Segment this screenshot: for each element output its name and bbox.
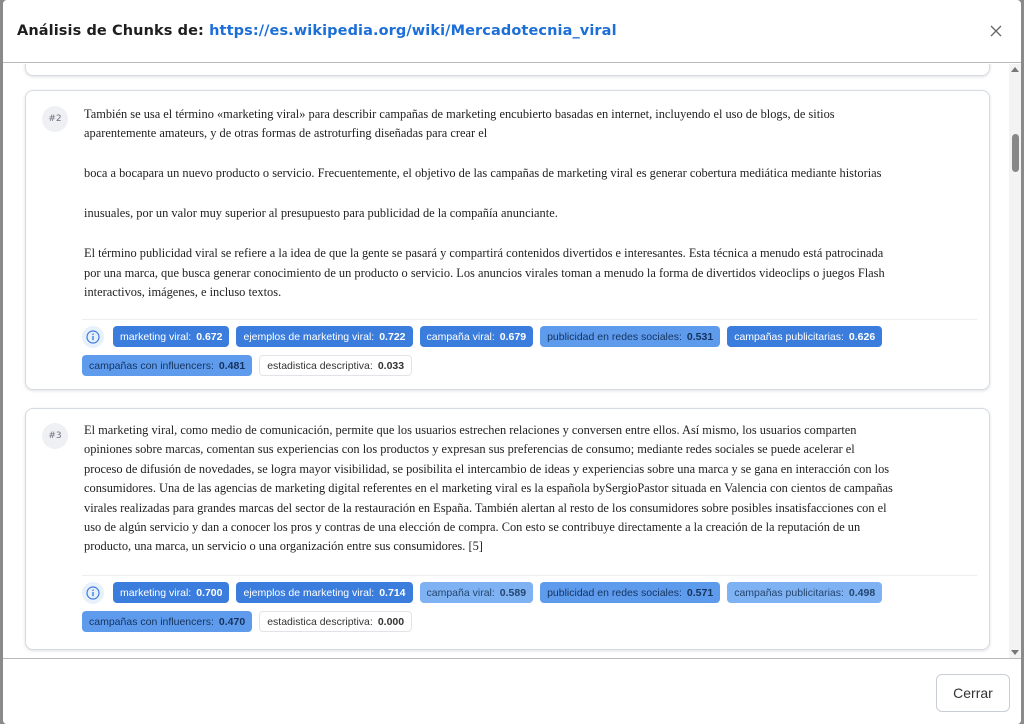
- keyword-label: campañas publicitarias:: [734, 330, 844, 343]
- keyword-tag: [82, 355, 252, 376]
- keyword-tag: [259, 611, 412, 632]
- keyword-score: 0.470: [218, 615, 246, 628]
- chunk-text-line: por una marca, que busca generar conocimiento de un producto o servicio. Los anuncios virales toman a menudo la forma de divertidos videoclips o juegos Flash: [84, 265, 885, 280]
- keyword-tag: [420, 326, 534, 347]
- chunk-text-line: virales realizadas para grandes marcas del sector de la restauración en España. También alertan al resto de los consumidores sobre posibles insatisfacciones con el: [84, 500, 887, 515]
- scroll-up-arrow-icon[interactable]: [1011, 67, 1019, 72]
- keyword-label: marketing viral:: [120, 330, 192, 343]
- chunk-number-badge: #3: [42, 423, 68, 449]
- keyword-score: 0.679: [499, 330, 527, 343]
- keyword-label: ejemplos de marketing viral:: [243, 330, 375, 343]
- keyword-tags: [82, 575, 977, 632]
- keyword-tag: [727, 326, 882, 347]
- modal-header: [3, 0, 1021, 63]
- chunk-text-line: boca a bocapara un nuevo producto o servicio. Frecuentemente, el objetivo de las campañas de marketing viral es generar cobertura mediática mediante historias: [84, 166, 882, 181]
- chunk-text-line: aparentemente amateurs, y de otras formas de astroturfing diseñadas para crear el: [84, 126, 488, 141]
- info-icon[interactable]: [82, 582, 104, 604]
- modal-footer: [3, 658, 1021, 724]
- keyword-score: 0.531: [686, 330, 714, 343]
- keyword-tags: [82, 319, 977, 376]
- keyword-score: 0.498: [848, 586, 876, 599]
- chunk-text-line: inusuales, por un valor muy superior al presupuesto para publicidad de la compañía anunciante.: [84, 206, 558, 221]
- keyword-score: 0.000: [377, 615, 405, 628]
- chunk-text-line: El término publicidad viral se refiere a la idea de que la gente se pasará y compartirá contenidos divertidos e interesantes. Esta técnica a menudo está patrocinada: [84, 246, 884, 261]
- keyword-label: campaña viral:: [426, 330, 495, 343]
- chunk-number-badge: #2: [42, 106, 68, 132]
- chunk-card: [25, 90, 990, 390]
- keyword-tag: [540, 326, 720, 347]
- chunk-text: [84, 421, 974, 557]
- keyword-tag: [82, 611, 252, 632]
- keyword-label: campañas con influencers:: [89, 615, 214, 628]
- chunk-card-previous: [25, 64, 990, 76]
- chunk-text-line: opiniones sobre marcas, comentan sus experiencias con los productos y expresan sus preferencias de consumo; mediante redes sociales se puede acelerar el: [84, 442, 855, 457]
- keyword-score: 0.626: [848, 330, 876, 343]
- keyword-score: 0.714: [379, 586, 406, 599]
- modal-title-url[interactable]: https://es.wikipedia.org/wiki/Mercadotecnia_viral: [209, 23, 617, 39]
- keyword-score: 0.672: [196, 330, 223, 343]
- scroll-thumb[interactable]: [1012, 134, 1019, 172]
- keyword-tag: [236, 582, 412, 603]
- keyword-score: 0.722: [379, 330, 406, 343]
- keyword-score: 0.700: [196, 586, 223, 599]
- chunk-text-line: consumidores. Una de las agencias de marketing digital referentes en el marketing viral es la española bySergioPastor situada en Valencia con cientos de campañas: [84, 481, 893, 496]
- chunk-text-line: proceso de difusión de novedades, se logra mayor visibilidad, se posibilita el intercambio de ideas y experiencias sobre una marca y se gana en interacción con los: [84, 461, 890, 476]
- close-footer-button[interactable]: Cerrar: [936, 674, 1010, 712]
- keyword-tag: [540, 582, 720, 603]
- modal-title: [17, 23, 617, 39]
- close-icon: [990, 25, 1002, 37]
- chunk-text-line: uso de algún servicio y dan a conocer los pros y contras de una elección de compra. Con esto se contribuye directamente a la creación de la reputación de un: [84, 520, 861, 535]
- keyword-tag: [420, 582, 534, 603]
- info-icon[interactable]: [82, 326, 104, 348]
- modal-body: [3, 64, 1021, 658]
- keyword-score: 0.481: [218, 359, 246, 372]
- keyword-label: campañas publicitarias:: [734, 586, 844, 599]
- keyword-label: ejemplos de marketing viral:: [243, 586, 375, 599]
- keyword-tag: [727, 582, 882, 603]
- keyword-tag: [259, 355, 412, 376]
- keyword-tag: [113, 326, 229, 347]
- chunk-text: [84, 105, 974, 302]
- keyword-label: marketing viral:: [120, 586, 192, 599]
- chunk-analysis-modal: [3, 0, 1021, 724]
- keyword-tag: [113, 582, 229, 603]
- keyword-label: campañas con influencers:: [89, 359, 214, 372]
- keyword-label: publicidad en redes sociales:: [547, 586, 682, 599]
- keyword-score: 0.589: [499, 586, 527, 599]
- scrollbar[interactable]: [1009, 64, 1021, 658]
- scroll-down-arrow-icon[interactable]: [1011, 650, 1019, 655]
- modal-title-prefix: Análisis de Chunks de:: [17, 23, 204, 39]
- keyword-label: estadistica descriptiva:: [267, 359, 373, 372]
- chunk-text-line: producto, una marca, un servicio o una organización entre sus consumidores. [5]: [84, 539, 483, 554]
- chunk-text-line: interactivos, imágenes, e incluso textos.: [84, 284, 282, 299]
- keyword-label: campaña viral:: [426, 586, 495, 599]
- keyword-label: publicidad en redes sociales:: [547, 330, 682, 343]
- chunk-text-line: También se usa el término «marketing viral» para describir campañas de marketing encubierto basadas en internet, incluyendo el uso de blogs, de sitios: [84, 107, 835, 121]
- chunk-text-line: El marketing viral, como medio de comunicación, permite que los usuarios estrechen relaciones y conversen entre ellos. Así mismo, los usuarios comparten: [84, 423, 857, 437]
- keyword-score: 0.033: [377, 359, 405, 372]
- keyword-score: 0.571: [686, 586, 714, 599]
- keyword-tag: [236, 326, 412, 347]
- chunk-card: [25, 408, 990, 650]
- keyword-label: estadistica descriptiva:: [267, 615, 373, 628]
- close-button[interactable]: [987, 22, 1005, 40]
